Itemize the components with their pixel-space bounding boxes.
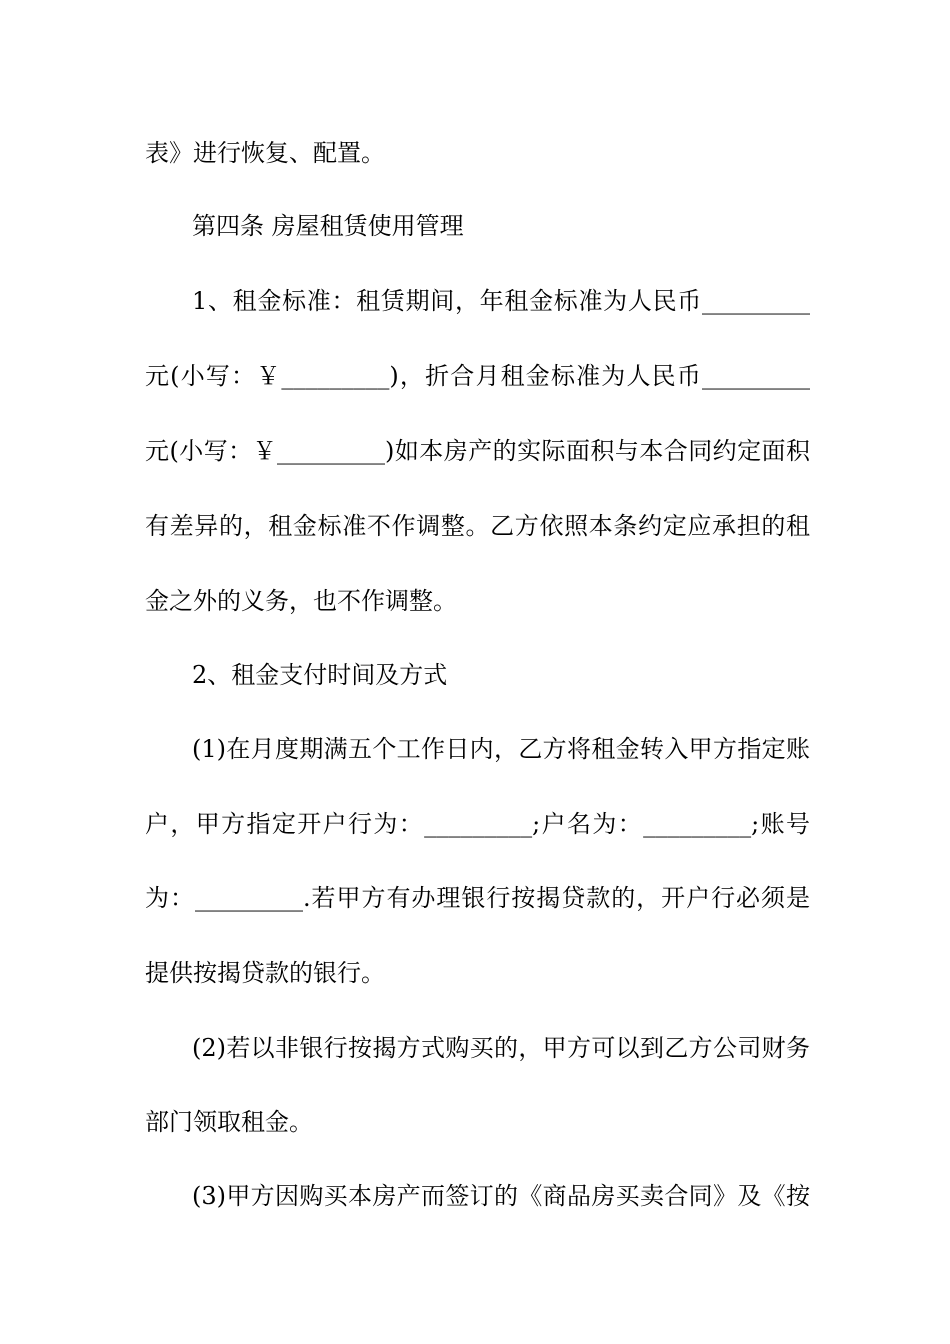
text-line: 户，甲方指定开户行为：_________;户名为：_________;账号 — [145, 810, 810, 838]
section-heading: 第四条 房屋租赁使用管理 — [192, 212, 464, 240]
text-line: 为：_________.若甲方有办理银行按揭贷款的，开户行必须是 — [145, 884, 810, 912]
text-line: 元(小写：￥_________)如本房产的实际面积与本合同约定面积 — [145, 437, 810, 465]
text-line: 提供按揭贷款的银行。 — [145, 959, 385, 987]
text-line: 金之外的义务，也不作调整。 — [145, 587, 457, 615]
text-line: 表》进行恢复、配置。 — [145, 139, 385, 167]
text-line: (1)在月度期满五个工作日内，乙方将租金转入甲方指定账 — [192, 735, 810, 763]
text-line: 2、租金支付时间及方式 — [192, 661, 448, 689]
text-line: (3)甲方因购买本房产而签订的《商品房买卖合同》及《按 — [192, 1182, 810, 1210]
text-line: 元(小写：￥_________)，折合月租金标准为人民币_________ — [145, 362, 810, 390]
text-line: (2)若以非银行按揭方式购买的，甲方可以到乙方公司财务 — [192, 1034, 810, 1062]
text-line: 部门领取租金。 — [145, 1108, 313, 1136]
text-line: 1、租金标准：租赁期间，年租金标准为人民币_________ — [192, 287, 810, 315]
text-line: 有差异的，租金标准不作调整。乙方依照本条约定应承担的租 — [145, 512, 810, 540]
